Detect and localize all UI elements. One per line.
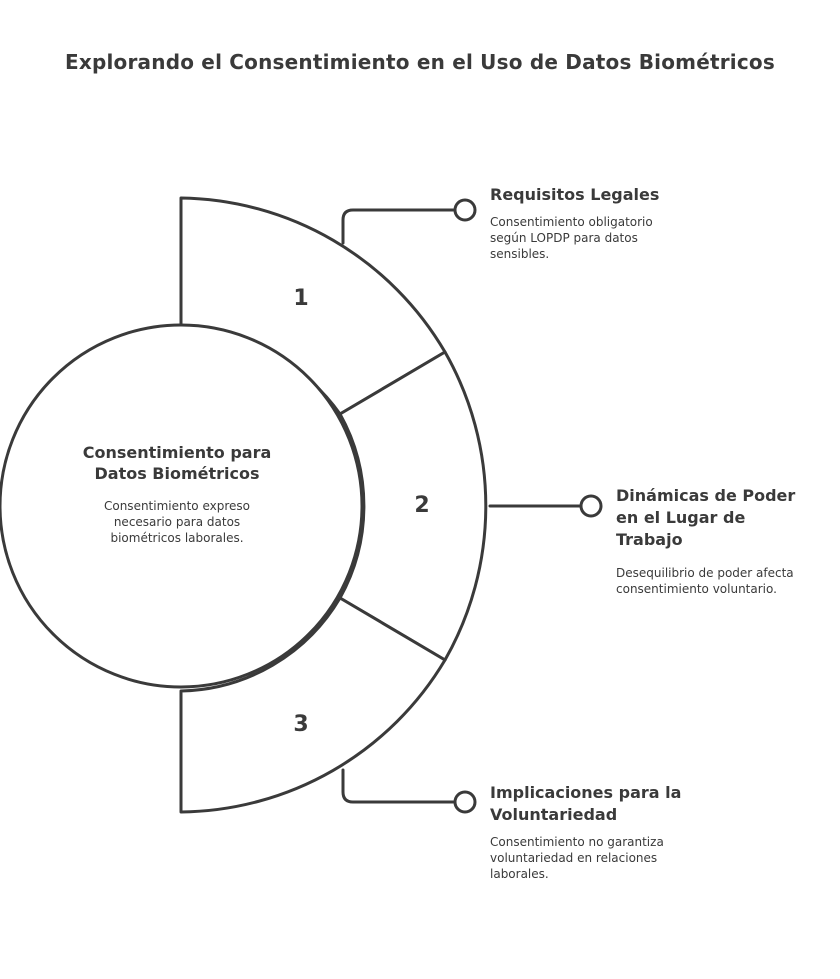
connector-2-end-icon bbox=[581, 496, 601, 516]
callout-2-description: Desequilibrio de poder afecta consentimiento voluntario. bbox=[616, 566, 794, 596]
connector-3-end-icon bbox=[455, 792, 475, 812]
segment-1-number: 1 bbox=[293, 286, 309, 311]
connector-1-end-icon bbox=[455, 200, 475, 220]
callout-1-description: Consentimiento obligatorio según LOPDP para datos sensibles. bbox=[490, 215, 653, 261]
callout-1-title: Requisitos Legales bbox=[490, 185, 660, 204]
connector-1-line bbox=[343, 210, 455, 243]
connector-3-line bbox=[343, 770, 455, 802]
callout-2-title: Dinámicas de Poder en el Lugar de Trabajo bbox=[616, 486, 796, 549]
callout-3-title: Implicaciones para la Voluntariedad bbox=[490, 783, 682, 824]
segment-2-number: 2 bbox=[414, 493, 430, 518]
callout-1 bbox=[490, 184, 690, 262]
diagram-title: Explorando el Consentimiento en el Uso de Datos Biométricos bbox=[65, 50, 775, 74]
callout-2 bbox=[616, 485, 806, 597]
segment-3-number: 3 bbox=[293, 712, 309, 737]
center-title: Consentimiento para Datos Biométricos bbox=[82, 443, 272, 483]
callout-3-description: Consentimiento no garantiza voluntariedad en relaciones laborales. bbox=[490, 835, 664, 881]
center-description: Consentimiento expreso necesario para datos biométricos laborales. bbox=[103, 499, 250, 545]
callout-3 bbox=[490, 782, 690, 882]
center-label-block bbox=[82, 442, 272, 546]
